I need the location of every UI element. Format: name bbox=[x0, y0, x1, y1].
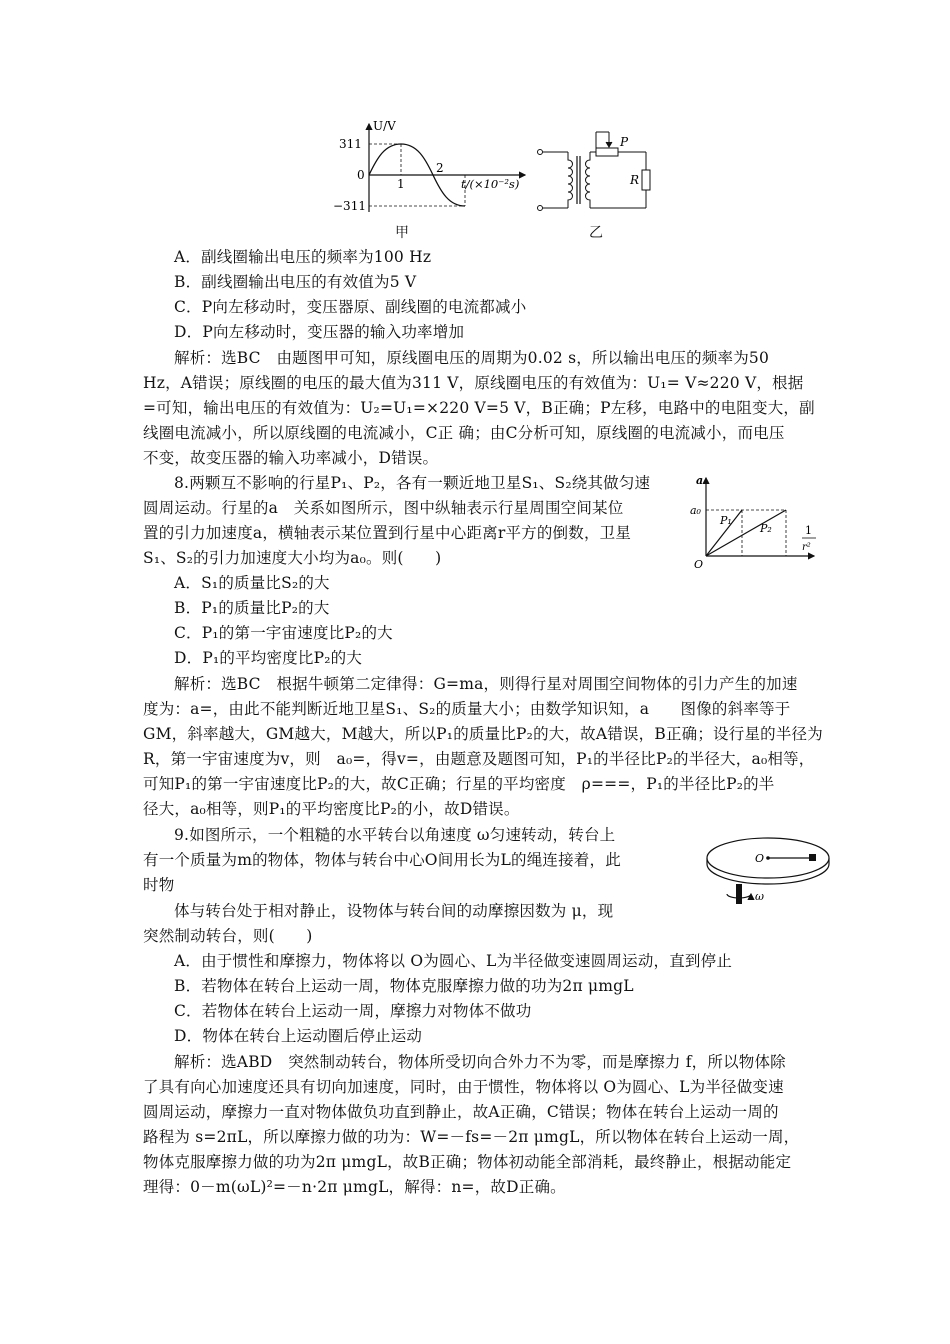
q9-analysis-line: 物体克服摩擦力做的功为2π μmgL，故B正确；物体初动能全部消耗，最终静止，根据动能定 bbox=[143, 1153, 792, 1171]
figure-acceleration-graph bbox=[690, 472, 825, 572]
q9-analysis-line: 理得：0－m(ωL)²=－n·2π μmgL，解得：n=，故D正确。 bbox=[143, 1178, 566, 1196]
q9-analysis-line: 圆周运动，摩擦力一直对物体做负功直到静止，故A正确，C错误；物体在转台上运动一周的 bbox=[143, 1103, 779, 1121]
q8-analysis-line: R，第一宇宙速度为v，则 a₀=，得v=，由题意及题图可知，P₁的半径比P₂的半径大，a₀相等， bbox=[143, 750, 815, 768]
q8-option-d: D．P₁的平均密度比P₂的大 bbox=[174, 649, 363, 667]
q9-stem-line: 突然制动转台，则( ) bbox=[143, 927, 313, 945]
acc-graph-y-axis-label: a bbox=[696, 474, 704, 487]
graph-y-tick-max: 311 bbox=[339, 137, 362, 151]
q9-option-b: B．若物体在转台上运动一周，物体克服摩擦力做的功为2π μmgL bbox=[174, 977, 634, 995]
acc-graph-x-axis-denominator: r² bbox=[802, 542, 811, 553]
q8-stem-line: S₁、S₂的引力加速度大小均为a₀。则( ) bbox=[143, 549, 442, 567]
q9-stem-line: 时物 bbox=[143, 876, 175, 894]
figure-transformer-circuit bbox=[534, 126, 664, 216]
q8-option-b: B．P₁的质量比P₂的大 bbox=[174, 599, 330, 617]
q7-option-c: C．P向左移动时，变压器原、副线圈的电流都减小 bbox=[174, 298, 527, 316]
acc-graph-origin: O bbox=[694, 558, 704, 571]
q8-analysis-line: GM，斜率越大，GM越大，M越大，所以P₁的质量比P₂的大，故A错误，B正确；设行星的半径为 bbox=[143, 725, 823, 743]
graph-x-axis-label: t/(×10⁻²s) bbox=[461, 177, 520, 191]
acc-graph-y-tick: a₀ bbox=[690, 504, 701, 517]
figure-voltage-waveform bbox=[325, 118, 540, 218]
q7-analysis-line: Hz，A错误；原线圈的电压的最大值为311 V，原线圈电压的有效值为：U₁= V≈220 V，根据 bbox=[143, 374, 804, 392]
q7-analysis-line: 解析：选BC 由题图甲可知，原线圈电压的周期为0.02 s，所以输出电压的频率为50 bbox=[174, 349, 770, 367]
q9-option-a: A．由于惯性和摩擦力，物体将以 O为圆心、L为半径做变速圆周运动，直到停止 bbox=[174, 952, 733, 970]
graph-y-tick-zero: 0 bbox=[357, 168, 365, 182]
acc-graph-line-p2-label: P₂ bbox=[760, 522, 772, 535]
graph-y-axis-label: U/V bbox=[373, 119, 396, 133]
q8-option-c: C．P₁的第一宇宙速度比P₂的大 bbox=[174, 624, 393, 642]
q7-analysis-line: 线圈电流减小，所以原线圈的电流减小，C正 确；由C分析可知，原线圈的电流减小，而电压 bbox=[143, 424, 785, 442]
q8-analysis-line: 可知P₁的第一宇宙速度比P₂的大，故C正确；行星的平均密度 ρ===，P₁的半径比P₂的半 bbox=[143, 775, 775, 793]
graph-y-tick-min: −311 bbox=[333, 199, 366, 213]
acc-graph-x-axis-numerator: 1 bbox=[805, 524, 812, 537]
graph-x-tick-1: 1 bbox=[397, 177, 405, 191]
circuit-resistor-label: R bbox=[630, 173, 640, 187]
turntable-omega-label: ω bbox=[755, 890, 764, 903]
q9-stem-line: 9.如图所示，一个粗糙的水平转台以角速度 ω匀速转动，转台上 bbox=[174, 826, 616, 844]
q9-stem-line: 有一个质量为m的物体，物体与转台中心O间用长为L的绳连接着，此 bbox=[143, 851, 621, 869]
q7-analysis-line: =可知，输出电压的有效值为：U₂=U₁=×220 V=5 V，B正确；P左移，电路中的电阻变大，副 bbox=[143, 399, 815, 417]
q7-option-d: D．P向左移动时，变压器的输入功率增加 bbox=[174, 323, 465, 341]
q9-option-c: C．若物体在转台上运动一周，摩擦力对物体不做功 bbox=[174, 1002, 532, 1020]
q7-analysis-line: 不变，故变压器的输入功率减小，D错误。 bbox=[143, 449, 439, 467]
circuit-slider-label: P bbox=[620, 135, 629, 149]
q8-option-a: A．S₁的质量比S₂的大 bbox=[174, 574, 330, 592]
q7-option-b: B．副线圈输出电压的有效值为5 V bbox=[174, 273, 417, 291]
q8-stem-line: 置的引力加速度a，横轴表示某位置到行星中心距离r平方的倒数，卫星 bbox=[143, 524, 632, 542]
graph-x-tick-2: 2 bbox=[436, 161, 444, 175]
turntable-center-label: O bbox=[755, 852, 765, 865]
q7-option-a: A．副线圈输出电压的频率为100 Hz bbox=[174, 248, 432, 266]
q9-stem-line: 体与转台处于相对静止，设物体与转台间的动摩擦因数为 μ，现 bbox=[174, 902, 614, 920]
q9-analysis-line: 解析：选ABD 突然制动转台，物体所受切向合外力不为零，而是摩擦力 f，所以物体除 bbox=[174, 1053, 786, 1071]
q8-stem-line: 8.两颗互不影响的行星P₁、P₂，各有一颗近地卫星S₁、S₂绕其做匀速 bbox=[174, 474, 651, 492]
q9-analysis-line: 路程为 s=2πL，所以摩擦力做的功为：W=－fs=－2π μmgL，所以物体在转台上运动一周， bbox=[143, 1128, 800, 1146]
q9-analysis-line: 了具有向心加速度还具有切向加速度，同时，由于惯性，物体将以 O为圆心、L为半径做变速 bbox=[143, 1078, 784, 1096]
figure-turntable bbox=[703, 830, 833, 912]
q8-analysis-line: 解析：选BC 根据牛顿第二定律得：G=ma，则得行星对周围空间物体的引力产生的加速 bbox=[174, 675, 798, 693]
q8-stem-line: 圆周运动。行星的a 关系如图所示，图中纵轴表示行星周围空间某位 bbox=[143, 499, 624, 517]
q9-option-d: D．物体在转台上运动圈后停止运动 bbox=[174, 1027, 423, 1045]
figure-label-left: 甲 bbox=[395, 225, 409, 241]
q8-analysis-line: 度为：a=，由此不能判断近地卫星S₁、S₂的质量大小；由数学知识知，a 图像的斜率等于 bbox=[143, 700, 791, 718]
acc-graph-line-p1-label: P₁ bbox=[720, 514, 732, 527]
q8-analysis-line: 径大，a₀相等，则P₁的平均密度比P₂的小，故D错误。 bbox=[143, 800, 520, 818]
figure-label-right: 乙 bbox=[589, 225, 603, 241]
